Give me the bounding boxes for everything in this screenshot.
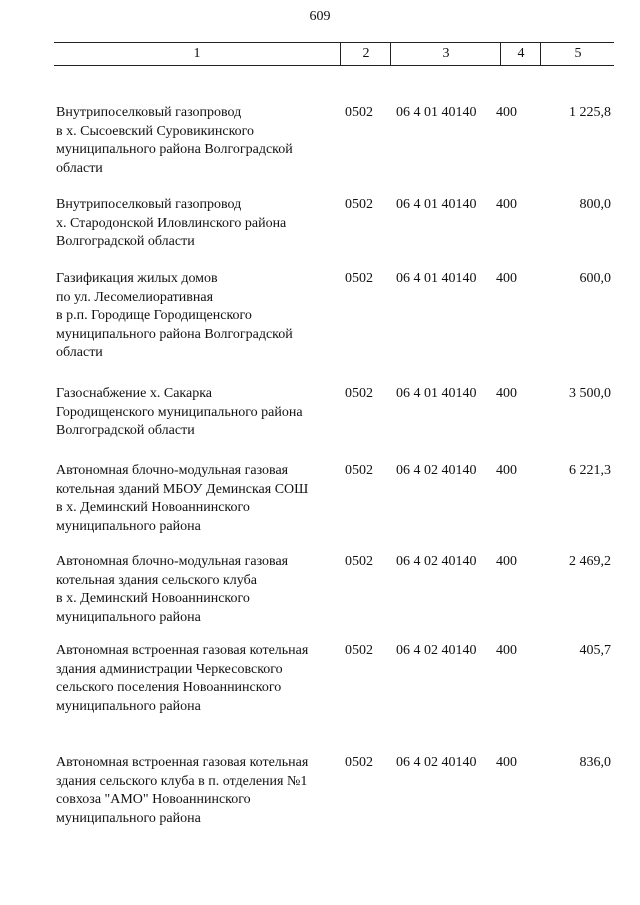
expense-name-line: Автономная блочно-модульная газовая [56,554,289,569]
amount: 1 225,8 [569,105,611,120]
expense-type-code: 400 [496,554,517,569]
expense-name-line: Внутрипоселковый газопровод [56,105,242,120]
expense-name-line: Волгоградской области [56,423,195,439]
section-code: 0502 [345,105,373,120]
section-code: 0502 [345,554,373,569]
amount: 800,0 [579,197,611,212]
expense-name [56,462,346,536]
expense-name-line: Газоснабжение х. Сакарка [56,386,213,401]
expense-name-line: здания сельского клуба в п. отделения №1 [56,773,308,789]
amount: 836,0 [579,755,611,770]
expense-name-line: Газификация жилых домов [56,271,218,286]
expense-name-line: области [56,160,103,176]
page-number: 609 [309,9,331,24]
target-article-code: 06 4 01 40140 [396,271,477,286]
amount: 405,7 [579,643,611,658]
expense-name [56,196,346,252]
expense-name-line: Внутрипоселковый газопровод [56,197,242,212]
expense-name-line: совхоза "АМО" Новоаннинского [56,792,251,808]
target-article-code: 06 4 01 40140 [396,386,477,401]
expense-name-line: муниципального района Волгоградской [56,142,293,158]
expense-type-code: 400 [496,105,517,120]
expense-name-line: муниципального района Волгоградской [56,326,293,342]
expense-name-line: муниципального района [56,518,201,534]
target-article-code: 06 4 02 40140 [396,755,477,770]
expense-name [56,754,346,828]
expense-type-code: 400 [496,755,517,770]
expense-name-line: в х. Сысоевский Суровикинского [56,123,255,139]
expense-name [56,553,346,627]
expense-name-line: в р.п. Городище Городищенского [56,308,252,324]
expense-name-line: Городищенского муниципального района [56,404,303,420]
column-header-2: 2 [340,43,391,65]
amount: 6 221,3 [569,463,611,478]
expense-name-line: области [56,345,103,361]
column-header-1: 1 [193,46,201,61]
target-article-code: 06 4 01 40140 [396,105,477,120]
expense-name-line: муниципального района [56,810,201,826]
expense-name-line: Автономная встроенная газовая котельная [56,643,309,658]
expense-name [56,642,346,716]
column-header-5: 5 [540,43,615,65]
target-article-code: 06 4 01 40140 [396,197,477,212]
expense-type-code: 400 [496,463,517,478]
target-article-code: 06 4 02 40140 [396,554,477,569]
amount: 3 500,0 [569,386,611,401]
expense-name-line: х. Стародонской Иловлинского района [56,215,287,231]
expense-name-line: по ул. Лесомелиоративная [56,289,214,305]
expense-name-line: в х. Деминский Новоаннинского [56,500,250,516]
expense-name [56,385,346,441]
column-header-3: 3 [390,43,501,65]
expense-type-code: 400 [496,386,517,401]
section-code: 0502 [345,271,373,286]
expense-type-code: 400 [496,271,517,286]
expense-type-code: 400 [496,197,517,212]
expense-name-line: муниципального района [56,698,201,714]
amount: 2 469,2 [569,554,611,569]
section-code: 0502 [345,197,373,212]
target-article-code: 06 4 02 40140 [396,643,477,658]
table-header [54,42,614,66]
expense-name-line: сельского поселения Новоаннинского [56,680,282,696]
section-code: 0502 [345,386,373,401]
expense-name-line: котельная зданий МБОУ Деминская СОШ [56,481,309,497]
section-code: 0502 [345,755,373,770]
amount: 600,0 [579,271,611,286]
expense-type-code: 400 [496,643,517,658]
expense-name [56,104,346,178]
expense-name-line: в х. Деминский Новоаннинского [56,591,250,607]
target-article-code: 06 4 02 40140 [396,463,477,478]
expense-name-line: котельная здания сельского клуба [56,572,257,588]
expense-name-line: муниципального района [56,609,201,625]
expense-name-line: Автономная встроенная газовая котельная [56,755,309,770]
expense-name-line: Волгоградской области [56,234,195,250]
expense-name-line: здания администрации Черкесовского [56,661,283,677]
section-code: 0502 [345,463,373,478]
expense-name [56,270,346,363]
column-header-4: 4 [500,43,541,65]
expense-name-line: Автономная блочно-модульная газовая [56,463,289,478]
section-code: 0502 [345,643,373,658]
